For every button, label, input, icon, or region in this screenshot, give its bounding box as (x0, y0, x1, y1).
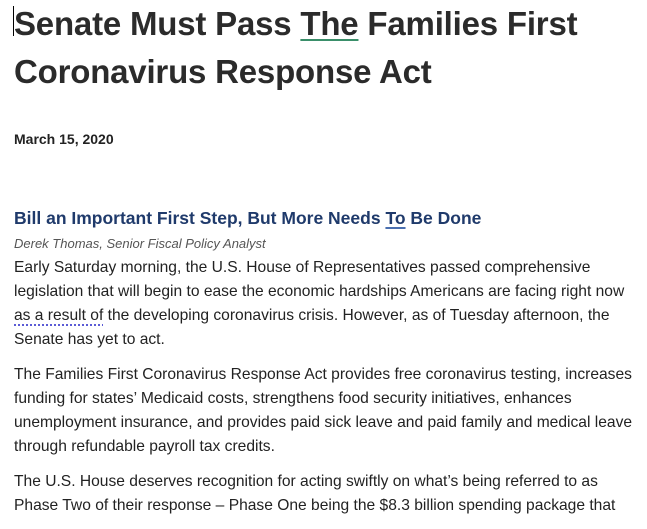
article-title (14, 0, 644, 96)
article-byline: Derek Thomas, Senior Fiscal Policy Analyst (14, 236, 266, 251)
subtitle-flagged-word[interactable]: To (385, 208, 406, 228)
paragraph-1 (14, 256, 644, 352)
article-subtitle (14, 208, 481, 229)
p1-text-1: Early Saturday morning, the U.S. House of Representatives passed comprehensive legislation that will begin to ease the economic hardships Americans are facing right now (14, 259, 625, 300)
document-body[interactable] (14, 0, 644, 514)
article-date: March 15, 2020 (14, 131, 114, 147)
p1-text-2: the developing coronavirus crisis. However, as of Tuesday afternoon, the Senate has yet to act. (14, 307, 610, 348)
paragraph-2: The Families First Coronavirus Response Act provides free coronavirus testing, increases funding for states’ Medicaid costs, strengthens food security initiatives, enhances unemployment insurance, and provides paid sick leave and paid family and medical leave through refundable payroll tax credits. (14, 366, 633, 455)
subtitle-text-2: Be Done (405, 208, 482, 228)
p1-flagged-phrase[interactable]: as a result of (14, 307, 104, 324)
paragraph-3: The U.S. House deserves recognition for acting swiftly on what’s being referred to as Phase Two of their response – Phase One being the $8.3 billion spending package that (14, 473, 616, 514)
title-flagged-word[interactable]: The (300, 5, 359, 42)
title-text-2: Families First Coronavirus Response Act (14, 5, 578, 90)
article-text (14, 256, 644, 529)
subtitle-text-1: Bill an Important First Step, But More Needs (14, 208, 386, 228)
title-text-1: Senate Must Pass (14, 5, 301, 42)
